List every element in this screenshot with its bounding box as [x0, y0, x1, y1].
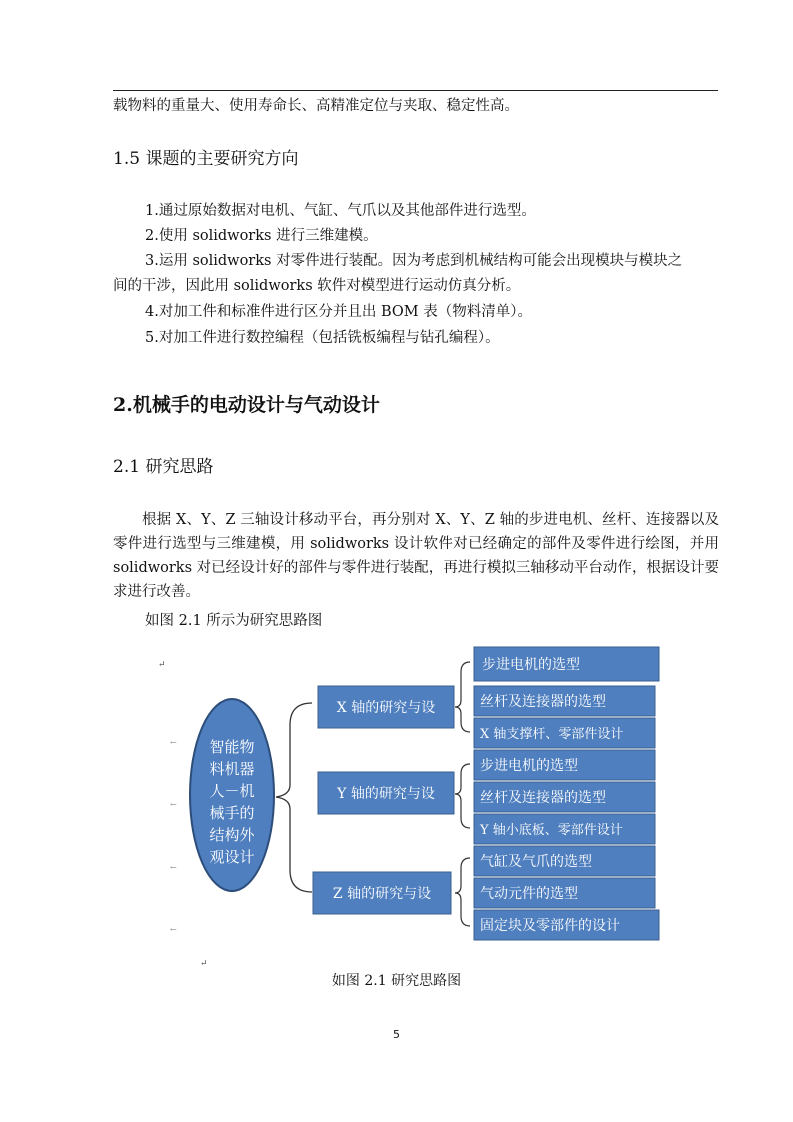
leaf-y-3: Y 轴小底板、零部件设计 [480, 823, 623, 838]
list-item-3: 3.运用 solidworks 对零件进行装配。因为考虑到机械结构可能会出现模块与模块之 [145, 253, 683, 269]
root-line-4: 械手的 [209, 804, 255, 822]
axis-label-y: Y 轴的研究与设 [337, 786, 435, 802]
leaf-x-3: X 轴支撑杆、零部件设计 [480, 727, 624, 742]
axis-label-x: X 轴的研究与设 [336, 700, 436, 716]
root-line-6: 观设计 [209, 848, 255, 866]
chapter-2-heading: 2.机械手的电动设计与气动设计 [113, 394, 380, 416]
svg-text:↵: ↵ [158, 660, 166, 670]
svg-text:←: ← [170, 738, 177, 747]
root-line-5: 结构外 [209, 826, 255, 844]
list-item-1: 1.通过原始数据对电机、气缸、气爪以及其他部件进行选型。 [145, 203, 536, 219]
section-1-5-heading: 1.5 课题的主要研究方向 [113, 149, 299, 169]
list-item-4: 4.对加工件和标准件进行区分并且出 BOM 表（物料清单）。 [145, 304, 532, 320]
continued-paragraph-line: 载物料的重量大、使用寿命长、高精准定位与夹取、稳定性高。 [113, 98, 519, 114]
leaf-z-2: 气动元件的选型 [480, 886, 578, 902]
svg-text:←: ← [170, 863, 177, 872]
leaf-x-2: 丝杆及连接器的选型 [480, 694, 606, 710]
svg-text:↵: ↵ [200, 959, 208, 969]
svg-text:←: ← [170, 925, 177, 934]
y-bracket [455, 764, 470, 828]
section-2-1-heading: 2.1 研究思路 [113, 457, 214, 477]
list-item-5: 5.对加工件进行数控编程（包括铣板编程与钻孔编程）。 [145, 330, 500, 346]
root-line-1: 智能物 [209, 738, 255, 756]
page-number: 5 [393, 1028, 400, 1041]
root-line-2: 料机器 [209, 760, 255, 778]
leaf-y-2: 丝杆及连接器的选型 [480, 790, 606, 806]
root-bracket [276, 703, 312, 892]
z-bracket [455, 858, 470, 926]
figure-reference: 如图 2.1 所示为研究思路图 [145, 613, 323, 629]
root-line-3: 人－机 [209, 782, 255, 800]
body-paragraph: 根据 X、Y、Z 三轴设计移动平台，再分别对 X、Y、Z 轴的步进电机、丝杆、连接器以及零件进行选型与三维建模，用 solidworks 设计软件对已经确定的部件及零件进行绘图，并用 solidworks 对已经设计好的部件与零件进行装配，再进行模拟三轴移动平台动作，根据设计要求进行改善。 [113, 512, 719, 600]
axis-label-z: Z 轴的研究与设 [332, 886, 432, 902]
list-item-3-continued: 间的干涉，因此用 solidworks 软件对模型进行运动仿真分析。 [113, 278, 521, 294]
leaf-z-1: 气缸及气爪的选型 [480, 854, 592, 870]
list-item-2: 2.使用 solidworks 进行三维建模。 [145, 228, 378, 244]
leaf-x-1: 步进电机的选型 [482, 657, 580, 673]
svg-text:←: ← [170, 800, 177, 809]
leaf-y-1: 步进电机的选型 [480, 758, 578, 774]
leaf-z-3: 固定块及零部件的设计 [480, 918, 620, 934]
figure-caption: 如图 2.1 研究思路图 [331, 973, 462, 989]
x-bracket [455, 662, 470, 732]
